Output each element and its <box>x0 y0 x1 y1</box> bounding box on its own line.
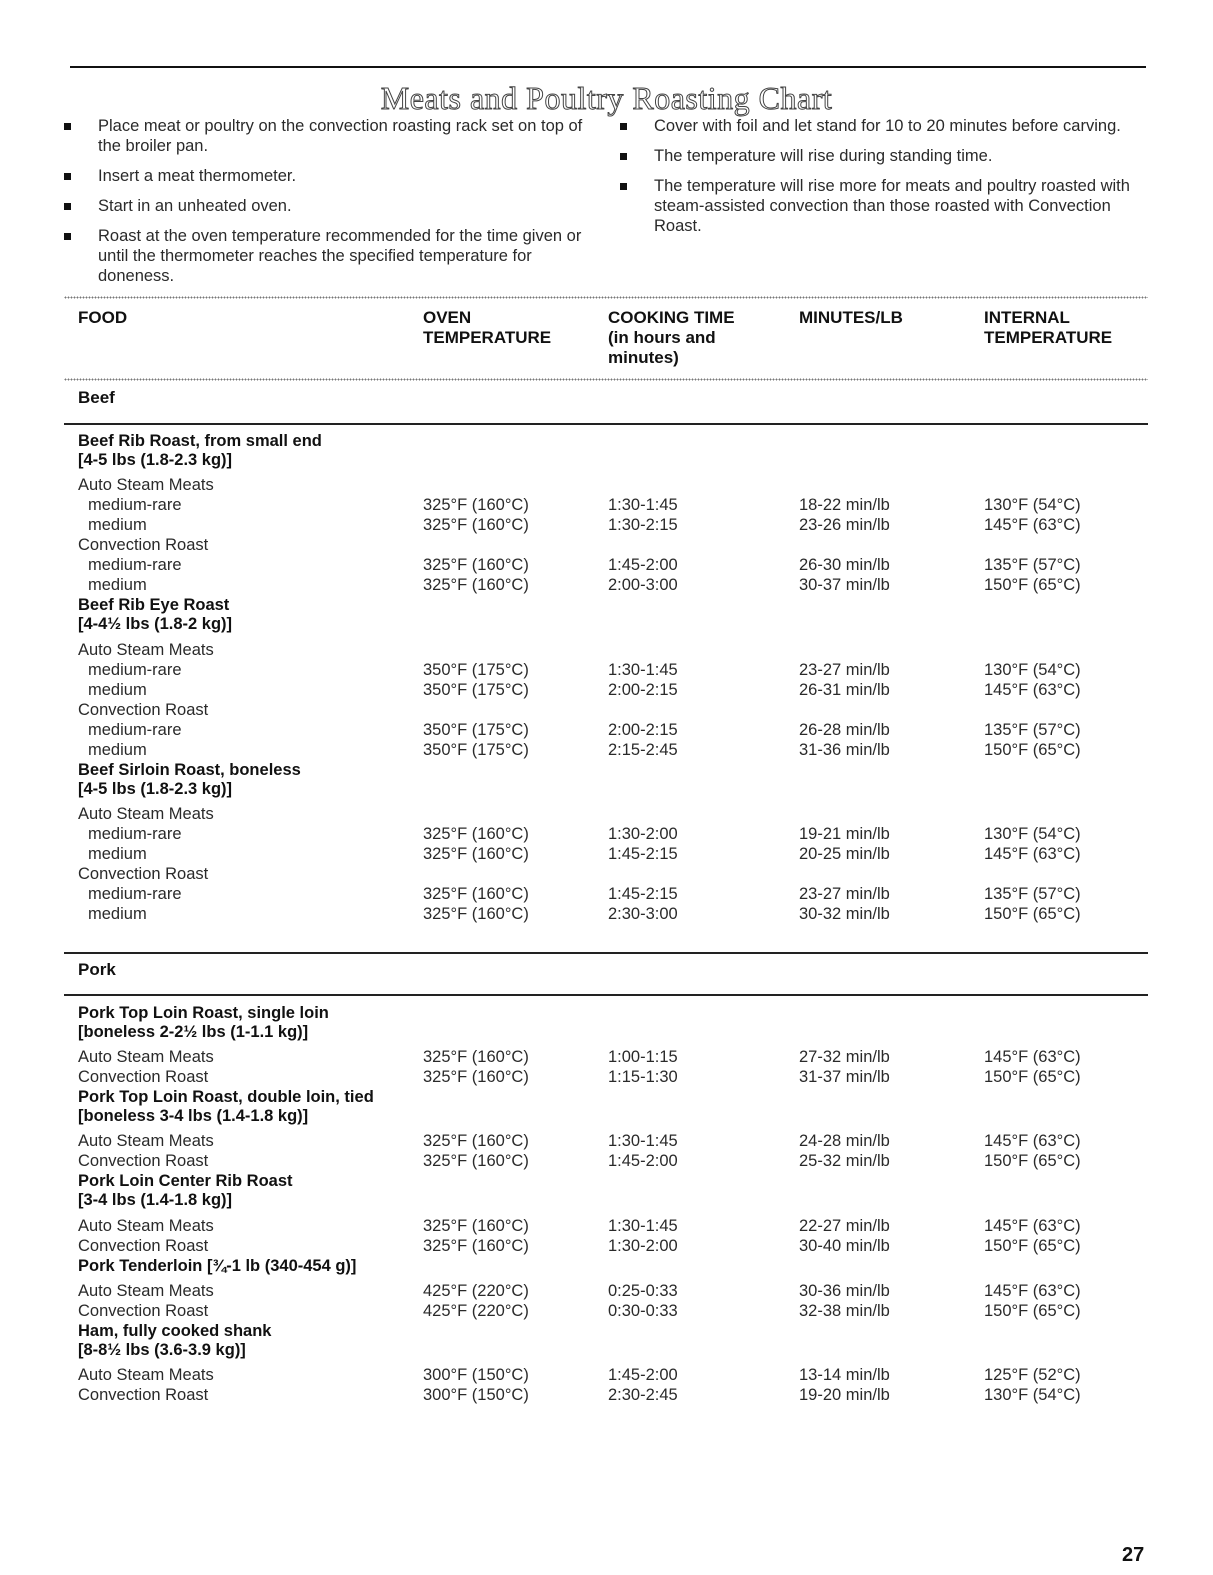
internal-temperature-cell: 150°F (65°C) <box>984 1152 1081 1171</box>
food-label: Pork Top Loin Roast, double loin, tied <box>78 1088 374 1107</box>
top-rule <box>70 66 1146 68</box>
food-label: [4-5 lbs (1.8-2.3 kg)] <box>78 779 233 798</box>
cooking-method-row <box>0 1365 1213 1385</box>
minutes-per-lb-cell: 31-36 min/lb <box>799 740 890 759</box>
food-label: Pork Tenderloin [¾-1 lb (340-454 g)] <box>78 1256 357 1275</box>
food-item-heading <box>0 450 1213 470</box>
section-rule <box>64 994 1148 996</box>
internal-temperature-cell: 150°F (65°C) <box>984 1236 1081 1255</box>
instructions-left <box>64 116 594 296</box>
header-line: INTERNAL <box>984 308 1070 327</box>
minutes-per-lb-cell: 30-40 min/lb <box>799 1236 890 1255</box>
doneness-row <box>0 844 1213 864</box>
food-item-heading <box>0 1087 1213 1107</box>
food-item-heading <box>0 1340 1213 1360</box>
oven-temperature-cell: 325°F (160°C) <box>423 1132 529 1151</box>
food-label: Auto Steam Meats <box>78 476 214 495</box>
oven-temperature-cell: 325°F (160°C) <box>423 516 529 535</box>
minutes-per-lb-cell: 27-32 min/lb <box>799 1048 890 1067</box>
oven-temperature-cell: 325°F (160°C) <box>423 1048 529 1067</box>
cooking-method-row <box>0 864 1213 884</box>
internal-temperature-cell: 130°F (54°C) <box>984 496 1081 515</box>
cooking-time-cell: 1:30-1:45 <box>608 660 678 679</box>
food-label: medium <box>88 680 147 699</box>
oven-temperature-cell: 325°F (160°C) <box>423 885 529 904</box>
cooking-method-row <box>0 1281 1213 1301</box>
cooking-method-row <box>0 1067 1213 1087</box>
internal-temperature-cell: 130°F (54°C) <box>984 824 1081 843</box>
internal-temperature-cell: 150°F (65°C) <box>984 1301 1081 1320</box>
food-label: medium <box>88 905 147 924</box>
internal-temperature-cell: 145°F (63°C) <box>984 680 1081 699</box>
internal-temperature-cell: 135°F (57°C) <box>984 556 1081 575</box>
cooking-time-cell: 2:00-3:00 <box>608 576 678 595</box>
internal-temperature-cell: 135°F (57°C) <box>984 720 1081 739</box>
internal-temperature-cell: 135°F (57°C) <box>984 885 1081 904</box>
instruction-bullet <box>620 176 1150 236</box>
internal-temperature-cell: 145°F (63°C) <box>984 516 1081 535</box>
food-label: Convection Roast <box>78 1236 209 1255</box>
food-label: Pork Loin Center Rib Roast <box>78 1172 293 1191</box>
food-label: Auto Steam Meats <box>78 1365 214 1384</box>
internal-temperature-cell: 145°F (63°C) <box>984 845 1081 863</box>
bullet-square-icon <box>64 173 71 180</box>
cooking-time-cell: 1:30-2:00 <box>608 1236 678 1255</box>
minutes-per-lb-cell: 23-26 min/lb <box>799 516 890 535</box>
oven-temperature-cell: 325°F (160°C) <box>423 845 529 863</box>
cooking-time-cell: 2:00-2:15 <box>608 680 678 699</box>
instruction-text: The temperature will rise during standing time. <box>654 147 993 165</box>
cooking-method-row <box>0 1151 1213 1171</box>
food-item-heading <box>0 1321 1213 1341</box>
cooking-time-cell: 1:45-2:00 <box>608 556 678 575</box>
header-line: minutes) <box>608 348 679 367</box>
oven-temperature-cell: 350°F (175°C) <box>423 740 529 759</box>
food-label: medium <box>88 516 147 535</box>
food-label: Beef Rib Eye Roast <box>78 596 230 615</box>
doneness-row <box>0 660 1213 680</box>
oven-temperature-cell: 300°F (150°C) <box>423 1385 529 1404</box>
bullet-square-icon <box>620 123 627 130</box>
cooking-method-row <box>0 1236 1213 1256</box>
doneness-row <box>0 515 1213 535</box>
cooking-method-row <box>0 1385 1213 1405</box>
cooking-time-cell: 1:45-2:15 <box>608 845 678 863</box>
food-item-heading <box>0 1022 1213 1042</box>
food-item-heading <box>0 1003 1213 1023</box>
doneness-row <box>0 555 1213 575</box>
doneness-row <box>0 575 1213 595</box>
oven-temperature-cell: 325°F (160°C) <box>423 496 529 515</box>
food-label: medium <box>88 576 147 595</box>
food-label: Convection Roast <box>78 865 209 884</box>
food-label: medium <box>88 845 147 863</box>
cooking-time-cell: 1:30-2:15 <box>608 516 678 535</box>
cooking-method-row <box>0 1216 1213 1236</box>
minutes-per-lb-cell: 23-27 min/lb <box>799 885 890 904</box>
instruction-text: Insert a meat thermometer. <box>98 167 297 185</box>
header-line: MINUTES/LB <box>799 308 903 327</box>
food-item-heading <box>0 431 1213 451</box>
section-rule <box>64 952 1148 954</box>
cooking-method-row <box>0 1047 1213 1067</box>
food-item-heading <box>0 1190 1213 1210</box>
header-line: (in hours and <box>608 328 716 347</box>
instruction-text: Start in an unheated oven. <box>98 197 292 215</box>
internal-temperature-cell: 150°F (65°C) <box>984 576 1081 595</box>
bullet-square-icon <box>620 153 627 160</box>
bullet-square-icon <box>620 183 627 190</box>
instruction-bullet <box>64 166 594 186</box>
header-bottom-dotted-rule <box>64 378 1148 381</box>
cooking-method-row <box>0 700 1213 720</box>
minutes-per-lb-cell: 32-38 min/lb <box>799 1301 890 1320</box>
cooking-time-cell: 1:45-2:15 <box>608 885 678 904</box>
instruction-text: Roast at the oven temperature recommended for the time given or until the thermometer reaches the specified temperature for doneness. <box>98 227 582 285</box>
cooking-time-cell: 1:30-1:45 <box>608 496 678 515</box>
cooking-time-cell: 1:15-1:30 <box>608 1068 678 1087</box>
instruction-bullet <box>620 116 1150 136</box>
doneness-row <box>0 884 1213 904</box>
instruction-text: Cover with foil and let stand for 10 to 20 minutes before carving. <box>654 117 1121 135</box>
internal-temperature-cell: 125°F (52°C) <box>984 1365 1081 1384</box>
minutes-per-lb-cell: 19-20 min/lb <box>799 1385 890 1404</box>
oven-temperature-cell: 325°F (160°C) <box>423 576 529 595</box>
oven-temperature-cell: 325°F (160°C) <box>423 905 529 924</box>
food-label: Auto Steam Meats <box>78 804 214 823</box>
oven-temperature-cell: 350°F (175°C) <box>423 660 529 679</box>
instruction-bullet <box>64 196 594 216</box>
oven-temperature-cell: 325°F (160°C) <box>423 556 529 575</box>
food-item-heading <box>0 614 1213 634</box>
bullet-square-icon <box>64 123 71 130</box>
oven-temperature-cell: 325°F (160°C) <box>423 824 529 843</box>
minutes-per-lb-cell: 24-28 min/lb <box>799 1132 890 1151</box>
food-label: Convection Roast <box>78 1385 209 1404</box>
food-label: Auto Steam Meats <box>78 1132 214 1151</box>
food-label: medium <box>88 740 147 759</box>
oven-temperature-cell: 325°F (160°C) <box>423 1236 529 1255</box>
oven-temperature-cell: 425°F (220°C) <box>423 1281 529 1300</box>
food-label: Convection Roast <box>78 1301 209 1320</box>
food-label: [4-5 lbs (1.8-2.3 kg)] <box>78 451 233 470</box>
minutes-per-lb-cell: 30-37 min/lb <box>799 576 890 595</box>
food-item-heading <box>0 1171 1213 1191</box>
minutes-per-lb-cell: 30-32 min/lb <box>799 905 890 924</box>
food-label: medium-rare <box>88 660 182 679</box>
instruction-text: Place meat or poultry on the convection roasting rack set on top of the broiler pan. <box>98 117 583 155</box>
header-food <box>78 308 127 328</box>
internal-temperature-cell: 145°F (63°C) <box>984 1048 1081 1067</box>
minutes-per-lb-cell: 19-21 min/lb <box>799 824 890 843</box>
instruction-text: The temperature will rise more for meats and poultry roasted with steam-assisted convection than those roasted with Convection Roast. <box>654 177 1130 235</box>
food-label: Pork Top Loin Roast, single loin <box>78 1004 329 1022</box>
cooking-method-row <box>0 804 1213 824</box>
food-label: [8-8½ lbs (3.6-3.9 kg)] <box>78 1340 246 1359</box>
header-line: OVEN <box>423 308 472 327</box>
cooking-method-row <box>0 640 1213 660</box>
doneness-row <box>0 904 1213 924</box>
header-line: TEMPERATURE <box>423 328 552 347</box>
cooking-method-row <box>0 535 1213 555</box>
cooking-time-cell: 1:45-2:00 <box>608 1365 678 1384</box>
food-label: Beef Sirloin Roast, boneless <box>78 760 301 779</box>
minutes-per-lb-cell: 25-32 min/lb <box>799 1152 890 1171</box>
instructions-right <box>620 116 1150 246</box>
minutes-per-lb-cell: 20-25 min/lb <box>799 845 890 863</box>
food-label: Auto Steam Meats <box>78 1216 214 1235</box>
oven-temperature-cell: 325°F (160°C) <box>423 1216 529 1235</box>
oven-temperature-cell: 350°F (175°C) <box>423 720 529 739</box>
doneness-row <box>0 680 1213 700</box>
food-label: medium-rare <box>88 496 182 515</box>
food-label: [boneless 2-2½ lbs (1-1.1 kg)] <box>78 1023 309 1042</box>
internal-temperature-cell: 150°F (65°C) <box>984 1068 1081 1087</box>
food-item-heading <box>0 760 1213 780</box>
doneness-row <box>0 720 1213 740</box>
cooking-time-cell: 1:30-1:45 <box>608 1216 678 1235</box>
food-label: Convection Roast <box>78 1152 209 1171</box>
internal-temperature-cell: 145°F (63°C) <box>984 1216 1081 1235</box>
minutes-per-lb-cell: 13-14 min/lb <box>799 1365 890 1384</box>
internal-temperature-cell: 130°F (54°C) <box>984 1385 1081 1404</box>
food-label: medium-rare <box>88 720 182 739</box>
oven-temperature-cell: 325°F (160°C) <box>423 1068 529 1087</box>
header-internal-temperature <box>984 308 1112 348</box>
minutes-per-lb-cell: 26-31 min/lb <box>799 680 890 699</box>
food-item-heading <box>0 1256 1213 1276</box>
cooking-time-cell: 2:30-2:45 <box>608 1385 678 1404</box>
food-label: Auto Steam Meats <box>78 640 214 659</box>
internal-temperature-cell: 130°F (54°C) <box>984 660 1081 679</box>
header-line: TEMPERATURE <box>984 328 1113 347</box>
instruction-bullet <box>64 116 594 156</box>
food-label: Convection Roast <box>78 700 209 719</box>
food-label: [4-4½ lbs (1.8-2 kg)] <box>78 615 233 634</box>
cooking-time-cell: 1:30-2:00 <box>608 824 678 843</box>
cooking-time-cell: 1:45-2:00 <box>608 1152 678 1171</box>
header-top-dotted-rule <box>64 296 1148 299</box>
oven-temperature-cell: 425°F (220°C) <box>423 1301 529 1320</box>
minutes-per-lb-cell: 26-30 min/lb <box>799 556 890 575</box>
food-label: Auto Steam Meats <box>78 1281 214 1300</box>
food-label: Beef Rib Roast, from small end <box>78 432 322 450</box>
cooking-time-cell: 0:25-0:33 <box>608 1281 678 1300</box>
cooking-method-row <box>0 1131 1213 1151</box>
minutes-per-lb-cell: 18-22 min/lb <box>799 496 890 515</box>
page-title: Meats and Poultry Roasting Chart <box>380 80 833 116</box>
cooking-method-row <box>0 1301 1213 1321</box>
header-minutes-per-lb <box>799 308 903 328</box>
header-food-text: FOOD <box>78 308 128 327</box>
oven-temperature-cell: 350°F (175°C) <box>423 680 529 699</box>
page-number: 27 <box>1122 1544 1145 1566</box>
internal-temperature-cell: 150°F (65°C) <box>984 740 1081 759</box>
food-label: Convection Roast <box>78 536 209 555</box>
food-label: medium-rare <box>88 885 182 904</box>
section-rule <box>64 423 1148 425</box>
food-label: medium-rare <box>88 556 182 575</box>
doneness-row <box>0 824 1213 844</box>
minutes-per-lb-cell: 31-37 min/lb <box>799 1068 890 1087</box>
instruction-bullet <box>64 226 594 286</box>
oven-temperature-cell: 300°F (150°C) <box>423 1365 529 1384</box>
section-label: Beef <box>78 388 115 407</box>
cooking-time-cell: 2:30-3:00 <box>608 905 678 924</box>
minutes-per-lb-cell: 30-36 min/lb <box>799 1281 890 1300</box>
food-label: medium-rare <box>88 824 182 843</box>
cooking-time-cell: 0:30-0:33 <box>608 1301 678 1320</box>
food-label: [3-4 lbs (1.4-1.8 kg)] <box>78 1191 233 1210</box>
food-item-heading <box>0 595 1213 615</box>
internal-temperature-cell: 145°F (63°C) <box>984 1132 1081 1151</box>
section-label: Pork <box>78 960 116 979</box>
instruction-bullet <box>620 146 1150 166</box>
food-label: [boneless 3-4 lbs (1.4-1.8 kg)] <box>78 1107 309 1126</box>
cooking-method-row <box>0 475 1213 495</box>
minutes-per-lb-cell: 22-27 min/lb <box>799 1216 890 1235</box>
doneness-row <box>0 495 1213 515</box>
cooking-time-cell: 2:00-2:15 <box>608 720 678 739</box>
doneness-row <box>0 740 1213 760</box>
bullet-square-icon <box>64 203 71 210</box>
food-label: Auto Steam Meats <box>78 1048 214 1067</box>
header-oven-temperature <box>423 308 551 348</box>
food-item-heading <box>0 779 1213 799</box>
cooking-time-cell: 2:15-2:45 <box>608 740 678 759</box>
oven-temperature-cell: 325°F (160°C) <box>423 1152 529 1171</box>
food-label: Ham, fully cooked shank <box>78 1321 272 1340</box>
food-item-heading <box>0 1106 1213 1126</box>
cooking-time-cell: 1:30-1:45 <box>608 1132 678 1151</box>
bullet-square-icon <box>64 233 71 240</box>
cooking-time-cell: 1:00-1:15 <box>608 1048 678 1067</box>
header-cooking-time <box>608 308 735 368</box>
food-label: Convection Roast <box>78 1068 209 1087</box>
minutes-per-lb-cell: 26-28 min/lb <box>799 720 890 739</box>
header-line: COOKING TIME <box>608 308 735 327</box>
internal-temperature-cell: 145°F (63°C) <box>984 1281 1081 1300</box>
minutes-per-lb-cell: 23-27 min/lb <box>799 660 890 679</box>
internal-temperature-cell: 150°F (65°C) <box>984 905 1081 924</box>
